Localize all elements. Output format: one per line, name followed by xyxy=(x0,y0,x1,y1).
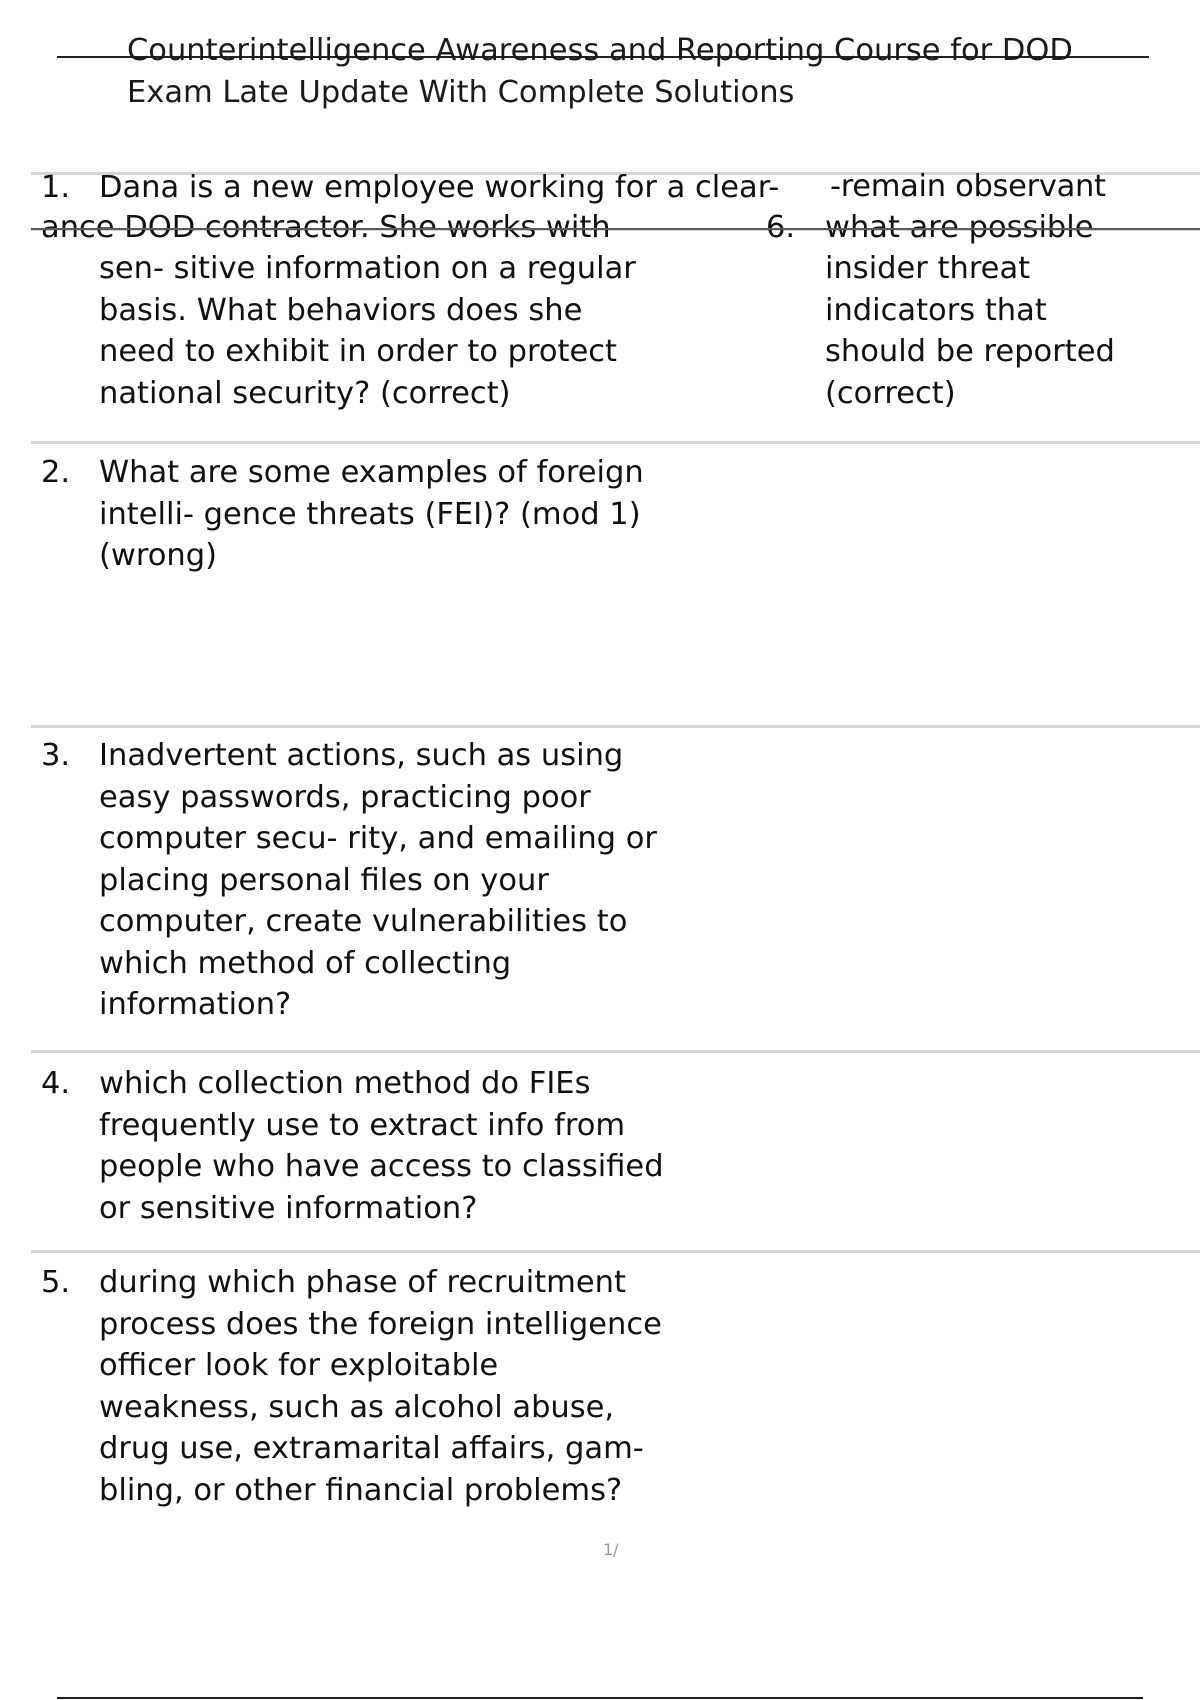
question-2-text: What are some examples of foreign intelli- gence threats (FEI)? (mod 1) (wrong) xyxy=(99,455,644,573)
question-4-text: which collection method do FIEs frequently use to extract info from people who have access to classified or sensitive information? xyxy=(99,1066,664,1226)
question-1-number: 1. xyxy=(41,170,71,205)
question-5-number: 5. xyxy=(41,1265,71,1300)
row-divider xyxy=(31,1050,1200,1053)
row-divider xyxy=(31,725,1200,728)
question-2-number: 2. xyxy=(41,455,71,490)
row-divider xyxy=(31,441,1200,444)
question-5-text: during which phase of recruitment process does the foreign intelligence officer look for exploitable weakness, such as alcohol abuse, drug use, extramarital affairs, gam- bling, or other financial problems? xyxy=(99,1265,662,1508)
question-3-text: Inadvertent actions, such as using easy passwords, practicing poor computer secu- rity, and emailing or placing personal files on your computer, create vulnerabilities to which method of collecting information? xyxy=(99,738,657,1022)
question-1-second-line: ance DOD contractor. She works with xyxy=(41,210,611,245)
question-6-first-line: what are possible xyxy=(825,210,1094,245)
bottom-rule xyxy=(57,1697,1143,1699)
question-3-number: 3. xyxy=(41,738,71,773)
question-1-first-line: Dana is a new employee working for a clear- xyxy=(99,170,780,205)
question-6-text: insider threat indicators that should be reported (correct) xyxy=(825,251,1115,411)
question-1-answer: -remain observant xyxy=(830,169,1106,204)
question-1-text: sen- sitive information on a regular basis. What behaviors does she need to exhibit in order to protect national security? (correct) xyxy=(99,251,636,411)
document-title-line-2: Exam Late Update With Complete Solutions xyxy=(127,75,795,110)
row-divider xyxy=(31,1250,1200,1253)
question-6-number: 6. xyxy=(766,210,796,245)
question-4-number: 4. xyxy=(41,1066,71,1101)
page-number-mark: 1/ xyxy=(603,1540,619,1559)
document-title-line-1: Counterintelligence Awareness and Reporting Course for DOD xyxy=(127,33,1073,68)
